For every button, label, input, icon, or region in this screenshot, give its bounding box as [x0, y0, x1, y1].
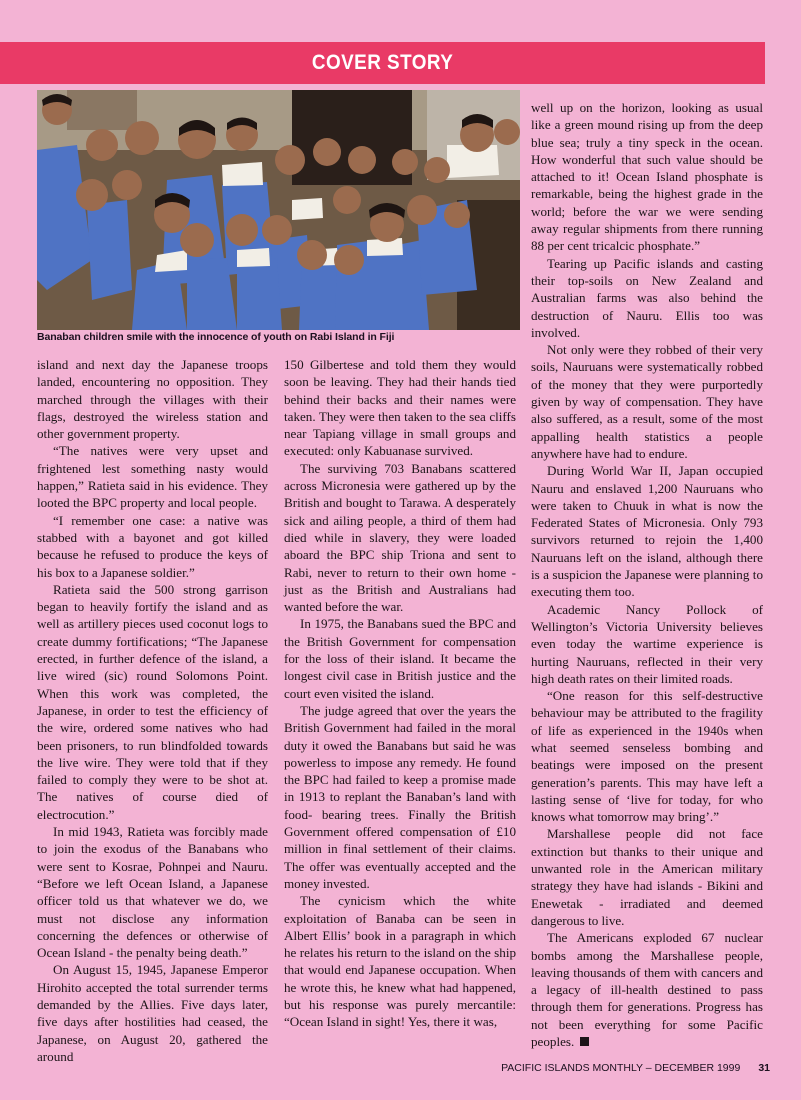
paragraph-text: The Americans exploded 67 nuclear bombs among the Marshallese people, leaving thousands of them with cancers and a legacy of ill-health destined to pass through them for generations. Progress has not been everything for some Pacific peoples.: [531, 930, 763, 1050]
section-banner: [0, 42, 765, 84]
paragraph: In mid 1943, Ratieta was forcibly made to join the exodus of the Banabans who were sent to Kosrae, Pohnpei and Nauru. “Before we left Ocean Island, a Japanese officer told us that whatever we do, we must not disclose any information concerning the defences or otherwise of Ocean Island - the penalty being death.”: [37, 824, 268, 961]
page-footer: [440, 1062, 770, 1074]
paragraph: “I remember one case: a native was stabbed with a bayonet and got killed because he refused to produce the keys of his box to a Japanese soldier.”: [37, 512, 268, 580]
photo-caption: Banaban children smile with the innocence of youth on Rabi Island in Fiji: [37, 331, 395, 343]
article-column-3: [531, 99, 763, 1050]
end-of-story-mark-icon: [580, 1037, 589, 1046]
paragraph: Marshallese people did not face extinction but thanks to their unique and unwanted role in the American military strategy they have had islands - Bikini and Enewetak - irradiated and deemed dangerous to live.: [531, 826, 763, 928]
paragraph: “The natives were very upset and frightened lest something nasty would happen,” Ratieta said in his evidence. They looted the BPC property and local people.: [37, 443, 268, 511]
section-banner-label: COVER STORY: [311, 51, 454, 74]
paragraph: island and next day the Japanese troops landed, encountering no opposition. They marched through the villages with their flags, destroyed the wireless station and other government property.: [37, 357, 268, 442]
paragraph: The surviving 703 Banabans scattered across Micronesia were gathered up by the British and bought to Tarawa. A desperately sick and ailing people, a third of them had died while in slavery, they were loaded aboard the BPC ship Triona and sent to Rabi, never to return to their own home - just as the British and Australians had wanted before the war.: [284, 460, 516, 615]
paragraph: Not only were they robbed of their very soils, Nauruans were systematically robbed of the money that they were purportedly given by way of compensation. They have also suffered, as a result, some of the most appalling health statistics a people anywhere have had to endure.: [531, 342, 763, 461]
page-number: 31: [758, 1062, 770, 1074]
paragraph: [531, 929, 763, 1050]
cover-photo: [37, 90, 520, 330]
paragraph: During World War II, Japan occupied Nauru and enslaved 1,200 Nauruans who were taken to Chuuk in what is now the Federated States of Micronesia. Only 793 survivors returned to rejoin the 1,400 Nauruans left on the island, although there is a suspicion the Japanese were planning to executing them too.: [531, 463, 763, 600]
paragraph: In 1975, the Banabans sued the BPC and the British Government for compensation for the loss of their island. It became the longest civil case in British justice and the court even visited the island.: [284, 616, 516, 701]
article-column-2: [284, 356, 516, 1031]
children-photo-illustration: [37, 90, 520, 330]
publication-line: PACIFIC ISLANDS MONTHLY – DECEMBER 1999: [501, 1062, 741, 1074]
paragraph: On August 15, 1945, Japanese Emperor Hirohito accepted the total surrender terms demanded by the Allies. Five days later, five days after hostilities had ceased, the Japanese, on August 20, gathered the around: [37, 962, 268, 1064]
paragraph: Academic Nancy Pollock of Wellington’s Victoria University believes even today the wartime experience is hurting Nauruans, reflected in their very high death rates on their limited roads.: [531, 601, 763, 686]
paragraph: well up on the horizon, looking as usual like a green mound rising up from the deep blue sea; truly a tiny speck in the ocean. How wonderful that such value should be attached to it! Ocean Island phosphate is remarkable, being the highest grade in the world; before the war we were sending away regular shipments from there running 88 per cent tricalcic phosphate.”: [531, 100, 763, 254]
paragraph: “One reason for this self-destructive behaviour may be attributed to the fragility of life as experienced in the 1940s when what seemed senseless bombing and beatings were imposed on the present generation’s parents. This may have left a lasting sense of ‘live for today, for who knows what tomorrow may bring’.”: [531, 688, 763, 825]
paragraph: 150 Gilbertese and told them they would soon be leaving. They had their hands tied behind their backs and their names were taken. They were then taken to the sea cliffs near Tapiang village in small groups and executed: only Kabuanase survived.: [284, 357, 516, 459]
paragraph: The judge agreed that over the years the British Government had failed in the moral duty it owed the Banabans but said he was powerless to impose any remedy. He found the BPC had failed to keep a promise made in 1913 to replant the Banaban’s land with food- bearing trees. Finally the British Government offered compensation of £10 million in final settlement of their claims. The offer was eventually accepted and the money invested.: [284, 702, 516, 891]
paragraph: The cynicism which the white exploitation of Banaba can be seen in Albert Ellis’ book in a paragraph in which he relates his return to the island on the ship that would end Japanese occupation. When he wrote this, he knew what had happened, but his response was purely mercantile: “Ocean Island in sight! Yes, there it was,: [284, 893, 516, 1030]
paragraph: Tearing up Pacific islands and casting their top-soils on New Zealand and Australian farms was also behind the destruction of Nauru. Ellis too was involved.: [531, 255, 763, 340]
paragraph: Ratieta said the 500 strong garrison began to heavily fortify the island and as well as artillery pieces used coconut logs to create dummy fortifications; “The Japanese erected, in further defence of the island, a live wired (sic) round Solomons Point. When this work was completed, the Japanese, in order to test the efficiency of the wire, ordered some natives who had been prisoners, to run blindfolded towards the live wire. They were told that if they failed to comply they were to be shot at. The natives of course died of electrocution.”: [37, 581, 268, 822]
article-column-1: [37, 356, 268, 1065]
